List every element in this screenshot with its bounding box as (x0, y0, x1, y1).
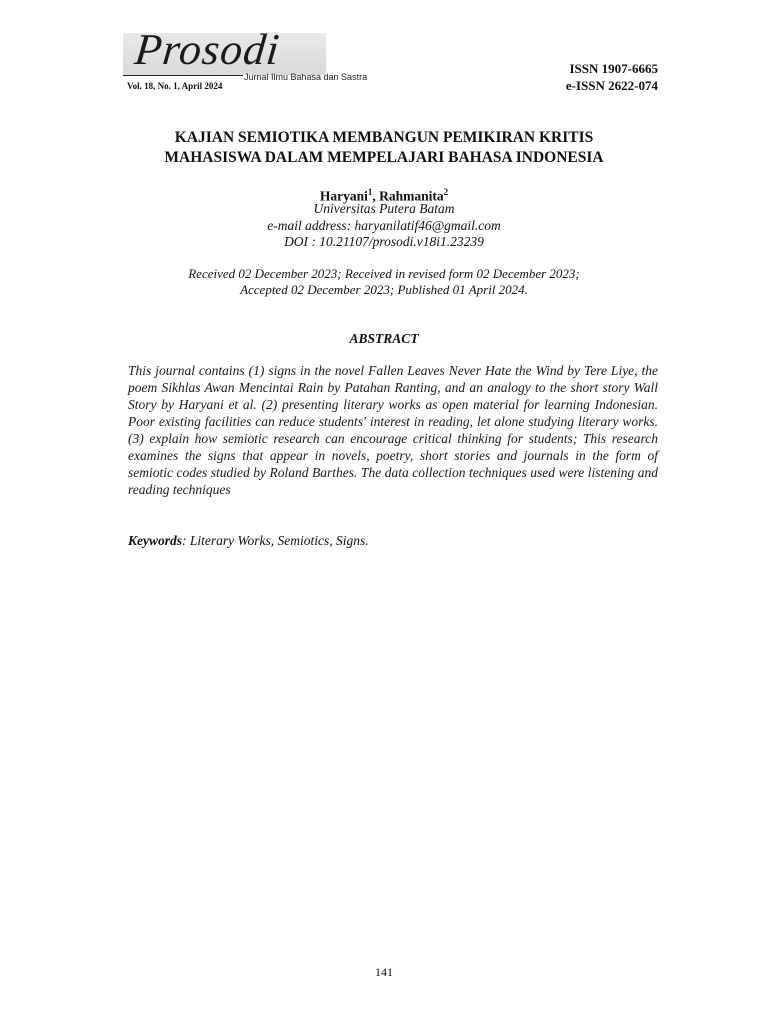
abstract-heading: ABSTRACT (349, 331, 419, 346)
author-separator: , (372, 188, 380, 204)
author-2-affil-mark: 2 (443, 187, 449, 197)
issn-block (566, 60, 658, 94)
author-1-affil-mark: 1 (367, 187, 373, 197)
dates-line-2: Accepted 02 December 2023; Published 01 April 2024. (240, 282, 528, 297)
logo-underline (123, 75, 243, 76)
eissn: e-ISSN 2622-074 (565, 78, 658, 93)
volume-info: Vol. 18, No. 1, April 2024 (127, 81, 223, 91)
affiliation: Universitas Putera Batam (313, 201, 455, 216)
doi: DOI : 10.21107/prosodi.v18i1.23239 (284, 234, 484, 249)
article-title (110, 128, 658, 168)
author-2: Rahmanita (379, 188, 444, 204)
keywords-label: Keywords (128, 533, 182, 548)
issn: ISSN 1907-6665 (569, 61, 658, 76)
journal-subtitle: Jurnal Ilmu Bahasa dan Sastra (244, 72, 368, 82)
keywords-value: : Literary Works, Semiotics, Signs. (182, 533, 369, 548)
author-1: Haryani (319, 188, 368, 204)
dates-line-1: Received 02 December 2023; Received in revised form 02 December 2023; (188, 266, 580, 281)
keywords (128, 533, 658, 549)
author-email: e-mail address: haryanilatif46@gmail.com (267, 218, 501, 233)
page-number: 141 (375, 965, 393, 979)
title-line-2: MAHASISWA DALAM MEMPELAJARI BAHASA INDONESIA (164, 149, 604, 166)
title-line-1: KAJIAN SEMIOTIKA MEMBANGUN PEMIKIRAN KRITIS (174, 129, 594, 146)
abstract-body: This journal contains (1) signs in the novel Fallen Leaves Never Hate the Wind by Tere Liye, the poem Sikhlas Awan Mencintai Rain by Patahan Ranting, and an analogy to the short story Wall Story by Haryani et al. (2) presenting literary works as open material for learning Indonesian. Poor existing facilities can reduce students' interest in reading, let alone studying literary works. (3) explain how semiotic research can encourage critical thinking for students; This research examines the signs that appear in novels, poetry, short stories and journals in the form of semiotic codes studied by Roland Barthes. The data collection techniques used were listening and reading techniques (128, 363, 658, 497)
article-dates (110, 266, 658, 298)
journal-logo: Prosodi (132, 25, 283, 74)
